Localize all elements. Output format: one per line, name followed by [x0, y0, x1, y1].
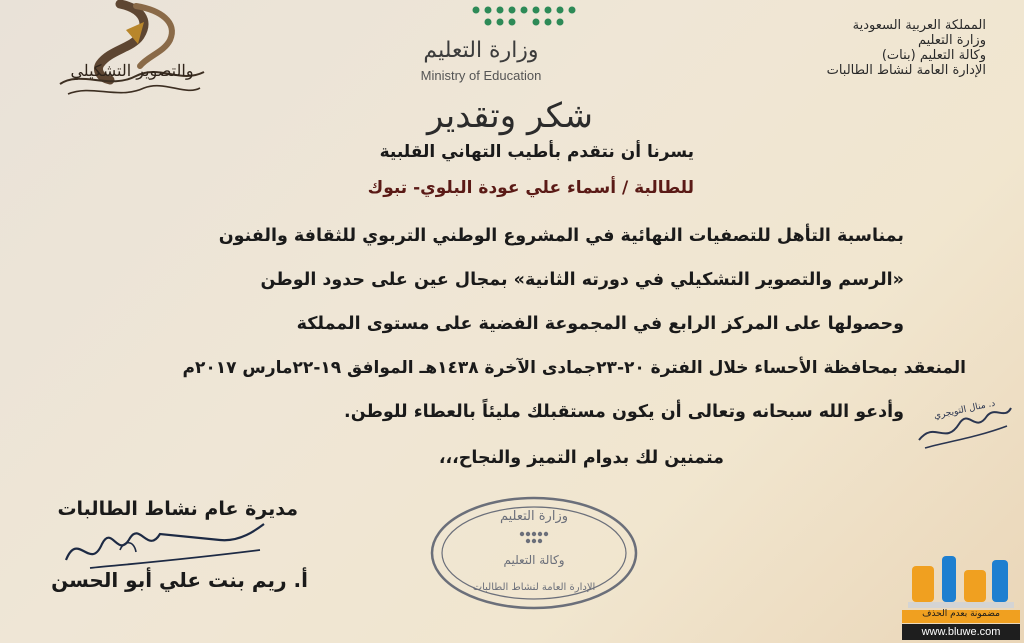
director-name: أ. ريم بنت علي أبو الحسن — [51, 568, 308, 592]
gov-line-department: الإدارة العامة لنشاط الطالبات — [826, 63, 986, 78]
greeting-line: يسرنا أن نتقدم بأطيب التهاني القلبية — [379, 142, 694, 162]
body-line-5: وأدعو الله سبحانه وتعالى أن يكون مستقبلك مليئاً بالعطاء للوطن. — [344, 402, 904, 422]
body-line-4: المنعقد بمحافظة الأحساء خلال الفترة ٢٠-٢٣جمادى الآخرة ١٤٣٨هـ الموافق ١٩-٢٢مارس ٢٠١٧م — [182, 358, 966, 378]
ministry-name-arabic: وزارة التعليم — [423, 38, 539, 63]
body-line-2: «الرسم والتصوير التشكيلي في دورته الثانية» بمجال عين على حدود الوطن — [260, 270, 904, 290]
body-line-3: وحصولها على المركز الرابع في المجموعة الفضية على مستوى المملكة — [296, 314, 904, 334]
gov-line-agency: وكالة التعليم (بنات) — [881, 48, 986, 63]
director-title: مديرة عام نشاط الطالبات — [57, 498, 298, 520]
site-watermark-logo-icon — [902, 546, 1020, 610]
closing-line: متمنين لك بدوام التميز والنجاح،،، — [438, 448, 724, 468]
stamp-bottom-text: الإدارة العامة لنشاط الطالبات — [472, 582, 596, 593]
watermark-tagline: مضمونة بعدم الحذف — [922, 609, 1000, 619]
project-logo-text: والتصوير التشكيلي — [70, 61, 194, 80]
body-line-1: بمناسبة التأهل للتصفيات النهائية في المشروع الوطني التربوي للثقافة والفنون — [218, 226, 904, 246]
ministry-name-english: Ministry of Education — [420, 68, 542, 83]
gov-line-country: المملكة العربية السعودية — [852, 18, 986, 33]
side-signature-icon — [915, 390, 1015, 460]
stamp-mid-text: وكالة التعليم — [503, 553, 565, 567]
recipient-line: للطالبة / أسماء علي عودة البلوي- تبوك — [367, 178, 694, 198]
government-header — [827, 18, 986, 78]
project-logo-icon — [40, 0, 220, 108]
ministry-logo-dots-icon — [468, 2, 588, 30]
stamp-top-text: وزارة التعليم — [499, 509, 569, 524]
official-stamp-icon — [428, 494, 640, 612]
side-signature-text: د. منال التويجري — [933, 398, 997, 422]
certificate-title: شكر وتقدير — [427, 96, 593, 136]
gov-line-ministry: وزارة التعليم — [917, 33, 986, 48]
watermark-url[interactable]: www.bluwe.com — [902, 624, 1020, 640]
